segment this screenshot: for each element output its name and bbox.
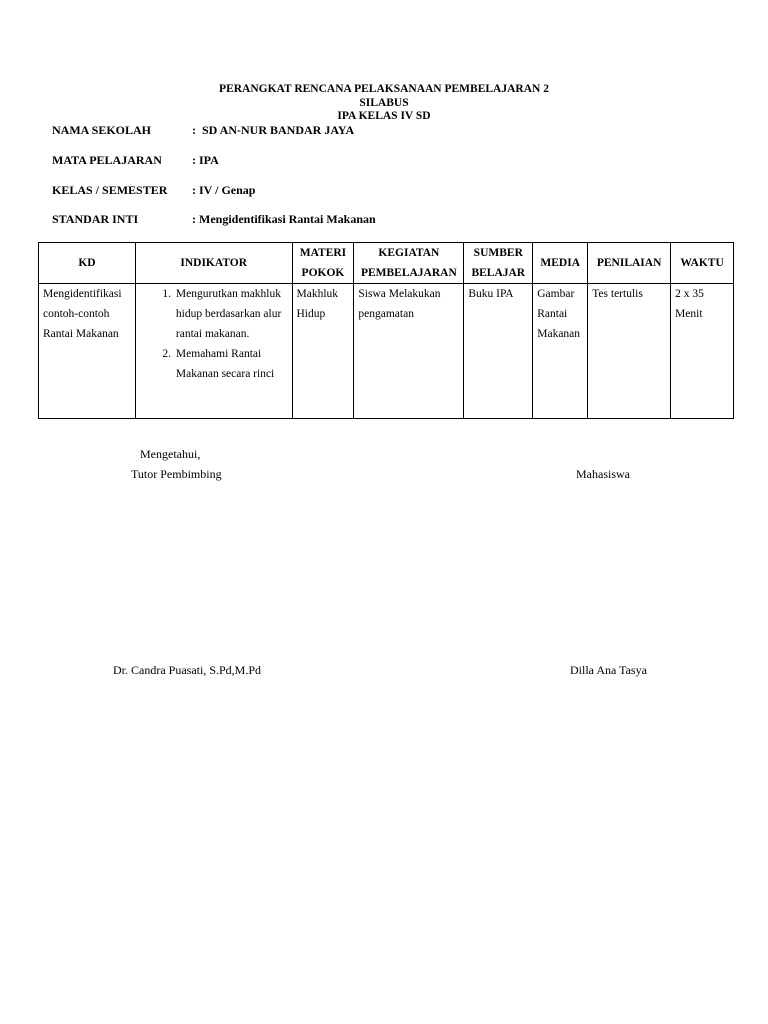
mengetahui-label: Mengetahui, [140,447,201,461]
info-label: KELAS / SEMESTER [52,183,168,197]
info-label: MATA PELAJARAN [52,153,162,167]
cell-sumber: Buku IPA [464,284,533,419]
info-value [192,212,376,226]
mahasiswa-name: Dilla Ana Tasya [570,663,647,677]
header-kd: KD [39,243,136,284]
info-label: NAMA SEKOLAH [52,123,152,137]
header-media: MEDIA [533,243,588,284]
table-header-row [39,243,734,284]
title-line-2: SILABUS [359,96,409,109]
silabus-table [38,242,734,419]
list-item: 1. Mengurutkan makhluk hidup berdasarkan alur rantai makanan. [174,284,288,344]
cell-waktu: 2 x 35 Menit [671,284,734,419]
info-separator: : [192,183,196,197]
tutor-title: Tutor Pembimbing [131,467,222,481]
info-label: STANDAR INTI [52,212,139,226]
cell-media: Gambar Rantai Makanan [533,284,588,419]
cell-kegiatan: Siswa Melakukan pengamatan [354,284,464,419]
cell-materi: Makhluk Hidup [292,284,354,419]
list-item: 2. Memahami Rantai Makanan secara rinci [174,344,288,384]
info-value-text: Mengidentifikasi Rantai Makanan [199,212,376,226]
header-penilaian: PENILAIAN [588,243,671,284]
info-value-text: IV / Genap [199,183,256,197]
mahasiswa-title: Mahasiswa [576,467,630,481]
info-value [192,123,354,137]
header-kegiatan-pembelajaran: KEGIATAN PEMBELAJARAN [354,243,464,284]
info-value [192,183,255,197]
cell-kd: Mengidentifikasi contoh-contoh Rantai Makanan [39,284,136,419]
cell-indikator [135,284,292,419]
indikator-list [136,284,288,384]
info-separator: : [192,153,196,167]
table-row [39,284,734,419]
title-line-1: PERANGKAT RENCANA PELAKSANAAN PEMBELAJARAN 2 [219,83,549,95]
title-line-3: IPA KELAS IV SD [337,110,431,122]
info-value-text: SD AN-NUR BANDAR JAYA [199,123,355,137]
info-value-text: IPA [199,153,219,167]
header-sumber-belajar: SUMBER BELAJAR [464,243,533,284]
header-indikator: INDIKATOR [135,243,292,284]
info-separator: : [192,212,196,226]
header-materi-pokok: MATERI POKOK [292,243,354,284]
document-title [0,83,768,124]
info-value [192,153,219,167]
info-separator: : [192,123,196,137]
cell-penilaian: Tes tertulis [588,284,671,419]
header-waktu: WAKTU [671,243,734,284]
tutor-name: Dr. Candra Puasati, S.Pd,M.Pd [113,663,262,677]
